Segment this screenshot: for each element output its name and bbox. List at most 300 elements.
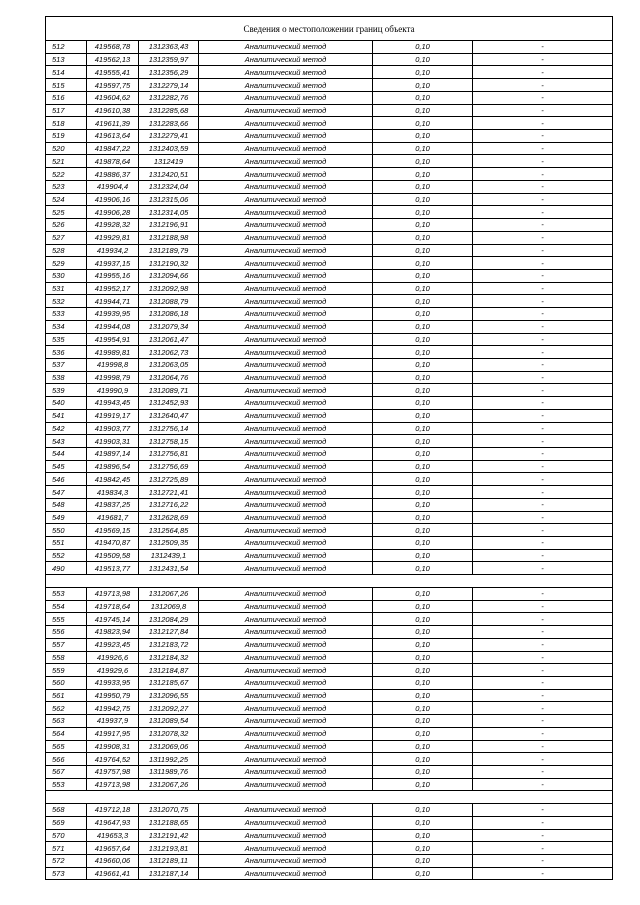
table-row <box>46 842 613 855</box>
y-coordinate: 1312193,81 <box>139 842 199 855</box>
accuracy-cell: 0,10 <box>373 346 473 359</box>
table-row <box>46 295 613 308</box>
table-row <box>46 664 613 677</box>
method-cell: Аналитический метод <box>199 804 373 817</box>
method-cell: Аналитический метод <box>199 397 373 410</box>
description-cell: - <box>473 193 613 206</box>
y-coordinate: 1312189,79 <box>139 244 199 257</box>
method-cell: Аналитический метод <box>199 257 373 270</box>
table-row <box>46 244 613 257</box>
accuracy-cell: 0,10 <box>373 855 473 868</box>
accuracy-cell: 0,10 <box>373 638 473 651</box>
table-row <box>46 727 613 740</box>
x-coordinate: 419989,81 <box>87 346 139 359</box>
point-number: 566 <box>46 753 87 766</box>
table-row <box>46 117 613 130</box>
y-coordinate: 1312359,97 <box>139 53 199 66</box>
accuracy-cell: 0,10 <box>373 829 473 842</box>
method-cell: Аналитический метод <box>199 676 373 689</box>
y-coordinate: 1312127,84 <box>139 626 199 639</box>
accuracy-cell: 0,10 <box>373 333 473 346</box>
method-cell: Аналитический метод <box>199 778 373 791</box>
method-cell: Аналитический метод <box>199 715 373 728</box>
description-cell: - <box>473 282 613 295</box>
point-number: 554 <box>46 600 87 613</box>
method-cell: Аналитический метод <box>199 269 373 282</box>
y-coordinate: 1312756,81 <box>139 448 199 461</box>
description-cell: - <box>473 422 613 435</box>
description-cell: - <box>473 384 613 397</box>
point-number: 558 <box>46 651 87 664</box>
x-coordinate: 419823,94 <box>87 626 139 639</box>
method-cell: Аналитический метод <box>199 613 373 626</box>
accuracy-cell: 0,10 <box>373 257 473 270</box>
method-cell: Аналитический метод <box>199 867 373 880</box>
method-cell: Аналитический метод <box>199 333 373 346</box>
x-coordinate: 419928,32 <box>87 219 139 232</box>
point-number: 563 <box>46 715 87 728</box>
point-number: 520 <box>46 142 87 155</box>
x-coordinate: 419990,9 <box>87 384 139 397</box>
y-coordinate: 1312189,11 <box>139 855 199 868</box>
table-row <box>46 371 613 384</box>
description-cell: - <box>473 498 613 511</box>
x-coordinate: 419897,14 <box>87 448 139 461</box>
method-cell: Аналитический метод <box>199 435 373 448</box>
point-number: 536 <box>46 346 87 359</box>
description-cell: - <box>473 257 613 270</box>
method-cell: Аналитический метод <box>199 219 373 232</box>
table-row <box>46 549 613 562</box>
description-cell: - <box>473 778 613 791</box>
table-row <box>46 855 613 868</box>
accuracy-cell: 0,10 <box>373 422 473 435</box>
description-cell: - <box>473 740 613 753</box>
method-cell: Аналитический метод <box>199 486 373 499</box>
description-cell: - <box>473 104 613 117</box>
boundary-sheet <box>45 16 612 880</box>
point-number: 525 <box>46 206 87 219</box>
x-coordinate: 419713,98 <box>87 587 139 600</box>
description-cell: - <box>473 397 613 410</box>
x-coordinate: 419470,87 <box>87 537 139 550</box>
table-row <box>46 537 613 550</box>
method-cell: Аналитический метод <box>199 702 373 715</box>
table-row <box>46 867 613 880</box>
y-coordinate: 1312356,29 <box>139 66 199 79</box>
accuracy-cell: 0,10 <box>373 715 473 728</box>
method-cell: Аналитический метод <box>199 308 373 321</box>
y-coordinate: 1312096,55 <box>139 689 199 702</box>
y-coordinate: 1312725,89 <box>139 473 199 486</box>
y-coordinate: 1312420,51 <box>139 168 199 181</box>
y-coordinate: 1312067,26 <box>139 587 199 600</box>
y-coordinate: 1312279,14 <box>139 79 199 92</box>
x-coordinate: 419837,25 <box>87 498 139 511</box>
method-cell: Аналитический метод <box>199 371 373 384</box>
accuracy-cell: 0,10 <box>373 384 473 397</box>
method-cell: Аналитический метод <box>199 358 373 371</box>
accuracy-cell: 0,10 <box>373 740 473 753</box>
accuracy-cell: 0,10 <box>373 486 473 499</box>
description-cell: - <box>473 269 613 282</box>
x-coordinate: 419509,58 <box>87 549 139 562</box>
accuracy-cell: 0,10 <box>373 206 473 219</box>
description-cell: - <box>473 180 613 193</box>
table-row <box>46 473 613 486</box>
y-coordinate: 1312183,72 <box>139 638 199 651</box>
table-row <box>46 219 613 232</box>
point-number: 556 <box>46 626 87 639</box>
y-coordinate: 1312403,59 <box>139 142 199 155</box>
description-cell: - <box>473 117 613 130</box>
table-row <box>46 53 613 66</box>
description-cell: - <box>473 435 613 448</box>
description-cell: - <box>473 587 613 600</box>
description-cell: - <box>473 702 613 715</box>
method-cell: Аналитический метод <box>199 816 373 829</box>
accuracy-cell: 0,10 <box>373 435 473 448</box>
description-cell: - <box>473 842 613 855</box>
table-row <box>46 206 613 219</box>
description-cell: - <box>473 358 613 371</box>
x-coordinate: 419943,45 <box>87 397 139 410</box>
description-cell: - <box>473 855 613 868</box>
point-number: 523 <box>46 180 87 193</box>
description-cell: - <box>473 816 613 829</box>
point-number: 553 <box>46 778 87 791</box>
point-number: 546 <box>46 473 87 486</box>
table-row <box>46 269 613 282</box>
description-cell: - <box>473 486 613 499</box>
point-number: 539 <box>46 384 87 397</box>
point-number: 516 <box>46 91 87 104</box>
y-coordinate: 1312439,1 <box>139 549 199 562</box>
x-coordinate: 419513,77 <box>87 562 139 575</box>
description-cell: - <box>473 460 613 473</box>
description-cell: - <box>473 295 613 308</box>
point-number: 540 <box>46 397 87 410</box>
accuracy-cell: 0,10 <box>373 702 473 715</box>
point-number: 564 <box>46 727 87 740</box>
method-cell: Аналитический метод <box>199 409 373 422</box>
point-number: 490 <box>46 562 87 575</box>
method-cell: Аналитический метод <box>199 511 373 524</box>
method-cell: Аналитический метод <box>199 638 373 651</box>
method-cell: Аналитический метод <box>199 41 373 54</box>
description-cell: - <box>473 511 613 524</box>
x-coordinate: 419757,98 <box>87 765 139 778</box>
table-row <box>46 409 613 422</box>
accuracy-cell: 0,10 <box>373 168 473 181</box>
accuracy-cell: 0,10 <box>373 231 473 244</box>
accuracy-cell: 0,10 <box>373 689 473 702</box>
method-cell: Аналитический метод <box>199 842 373 855</box>
y-coordinate: 1312640,47 <box>139 409 199 422</box>
accuracy-cell: 0,10 <box>373 79 473 92</box>
point-number: 515 <box>46 79 87 92</box>
method-cell: Аналитический метод <box>199 727 373 740</box>
accuracy-cell: 0,10 <box>373 727 473 740</box>
x-coordinate: 419745,14 <box>87 613 139 626</box>
point-number: 537 <box>46 358 87 371</box>
y-coordinate: 1312431,54 <box>139 562 199 575</box>
x-coordinate: 419661,41 <box>87 867 139 880</box>
accuracy-cell: 0,10 <box>373 804 473 817</box>
accuracy-cell: 0,10 <box>373 269 473 282</box>
table-row <box>46 333 613 346</box>
y-coordinate: 1311989,76 <box>139 765 199 778</box>
table-row <box>46 193 613 206</box>
table-row <box>46 753 613 766</box>
y-coordinate: 1312064,76 <box>139 371 199 384</box>
accuracy-cell: 0,10 <box>373 142 473 155</box>
point-number: 526 <box>46 219 87 232</box>
table-row <box>46 104 613 117</box>
description-cell: - <box>473 829 613 842</box>
point-number: 518 <box>46 117 87 130</box>
y-coordinate: 1312061,47 <box>139 333 199 346</box>
description-cell: - <box>473 371 613 384</box>
description-cell: - <box>473 689 613 702</box>
x-coordinate: 419896,54 <box>87 460 139 473</box>
point-number: 549 <box>46 511 87 524</box>
method-cell: Аналитический метод <box>199 498 373 511</box>
point-number: 559 <box>46 664 87 677</box>
table-row <box>46 422 613 435</box>
table-row <box>46 829 613 842</box>
description-cell: - <box>473 600 613 613</box>
x-coordinate: 419660,06 <box>87 855 139 868</box>
table-row <box>46 676 613 689</box>
x-coordinate: 419611,39 <box>87 117 139 130</box>
y-coordinate: 1312089,71 <box>139 384 199 397</box>
point-number: 560 <box>46 676 87 689</box>
point-number: 570 <box>46 829 87 842</box>
description-cell: - <box>473 867 613 880</box>
y-coordinate: 1312191,42 <box>139 829 199 842</box>
x-coordinate: 419713,98 <box>87 778 139 791</box>
x-coordinate: 419908,31 <box>87 740 139 753</box>
method-cell: Аналитический метод <box>199 244 373 257</box>
method-cell: Аналитический метод <box>199 855 373 868</box>
point-number: 550 <box>46 524 87 537</box>
x-coordinate: 419604,62 <box>87 91 139 104</box>
table-row <box>46 638 613 651</box>
point-number: 524 <box>46 193 87 206</box>
point-number: 522 <box>46 168 87 181</box>
description-cell: - <box>473 473 613 486</box>
method-cell: Аналитический метод <box>199 180 373 193</box>
method-cell: Аналитический метод <box>199 422 373 435</box>
y-coordinate: 1312094,66 <box>139 269 199 282</box>
y-coordinate: 1311992,25 <box>139 753 199 766</box>
table-row <box>46 778 613 791</box>
accuracy-cell: 0,10 <box>373 308 473 321</box>
description-cell: - <box>473 638 613 651</box>
description-cell: - <box>473 346 613 359</box>
accuracy-cell: 0,10 <box>373 320 473 333</box>
accuracy-cell: 0,10 <box>373 651 473 664</box>
description-cell: - <box>473 613 613 626</box>
point-number: 544 <box>46 448 87 461</box>
point-number: 569 <box>46 816 87 829</box>
description-cell: - <box>473 626 613 639</box>
point-number: 529 <box>46 257 87 270</box>
y-coordinate: 1312188,65 <box>139 816 199 829</box>
accuracy-cell: 0,10 <box>373 244 473 257</box>
accuracy-cell: 0,10 <box>373 765 473 778</box>
table-row <box>46 626 613 639</box>
x-coordinate: 419842,45 <box>87 473 139 486</box>
description-cell: - <box>473 219 613 232</box>
y-coordinate: 1312509,35 <box>139 537 199 550</box>
accuracy-cell: 0,10 <box>373 842 473 855</box>
x-coordinate: 419610,38 <box>87 104 139 117</box>
table-row <box>46 765 613 778</box>
y-coordinate: 1312756,69 <box>139 460 199 473</box>
method-cell: Аналитический метод <box>199 117 373 130</box>
x-coordinate: 419919,17 <box>87 409 139 422</box>
description-cell: - <box>473 79 613 92</box>
method-cell: Аналитический метод <box>199 66 373 79</box>
y-coordinate: 1312063,05 <box>139 358 199 371</box>
y-coordinate: 1312084,29 <box>139 613 199 626</box>
x-coordinate: 419657,64 <box>87 842 139 855</box>
method-cell: Аналитический метод <box>199 600 373 613</box>
x-coordinate: 419903,77 <box>87 422 139 435</box>
table-row <box>46 816 613 829</box>
accuracy-cell: 0,10 <box>373 778 473 791</box>
y-coordinate: 1312188,98 <box>139 231 199 244</box>
x-coordinate: 419950,79 <box>87 689 139 702</box>
method-cell: Аналитический метод <box>199 765 373 778</box>
point-number: 568 <box>46 804 87 817</box>
table-row <box>46 613 613 626</box>
point-number: 561 <box>46 689 87 702</box>
point-number: 557 <box>46 638 87 651</box>
accuracy-cell: 0,10 <box>373 409 473 422</box>
title-row <box>46 17 613 41</box>
method-cell: Аналитический метод <box>199 689 373 702</box>
table-row <box>46 689 613 702</box>
y-coordinate: 1312184,32 <box>139 651 199 664</box>
method-cell: Аналитический метод <box>199 753 373 766</box>
method-cell: Аналитический метод <box>199 130 373 143</box>
description-cell: - <box>473 206 613 219</box>
y-coordinate: 1312758,15 <box>139 435 199 448</box>
point-number: 532 <box>46 295 87 308</box>
table-row <box>46 168 613 181</box>
description-cell: - <box>473 715 613 728</box>
table-row <box>46 358 613 371</box>
method-cell: Аналитический метод <box>199 664 373 677</box>
x-coordinate: 419569,15 <box>87 524 139 537</box>
method-cell: Аналитический метод <box>199 587 373 600</box>
description-cell: - <box>473 537 613 550</box>
method-cell: Аналитический метод <box>199 562 373 575</box>
x-coordinate: 419653,3 <box>87 829 139 842</box>
y-coordinate: 1312067,26 <box>139 778 199 791</box>
method-cell: Аналитический метод <box>199 448 373 461</box>
table-row <box>46 91 613 104</box>
method-cell: Аналитический метод <box>199 460 373 473</box>
accuracy-cell: 0,10 <box>373 537 473 550</box>
y-coordinate: 1312721,41 <box>139 486 199 499</box>
y-coordinate: 1312283,66 <box>139 117 199 130</box>
method-cell: Аналитический метод <box>199 193 373 206</box>
point-number: 517 <box>46 104 87 117</box>
x-coordinate: 419712,18 <box>87 804 139 817</box>
x-coordinate: 419597,75 <box>87 79 139 92</box>
table-row <box>46 524 613 537</box>
method-cell: Аналитический метод <box>199 168 373 181</box>
x-coordinate: 419944,08 <box>87 320 139 333</box>
point-number: 562 <box>46 702 87 715</box>
y-coordinate: 1312069,8 <box>139 600 199 613</box>
y-coordinate: 1312279,41 <box>139 130 199 143</box>
method-cell: Аналитический метод <box>199 829 373 842</box>
x-coordinate: 419933,95 <box>87 676 139 689</box>
x-coordinate: 419681,7 <box>87 511 139 524</box>
accuracy-cell: 0,10 <box>373 587 473 600</box>
table-row <box>46 651 613 664</box>
accuracy-cell: 0,10 <box>373 549 473 562</box>
table-row <box>46 397 613 410</box>
point-number: 514 <box>46 66 87 79</box>
accuracy-cell: 0,10 <box>373 753 473 766</box>
y-coordinate: 1312716,22 <box>139 498 199 511</box>
x-coordinate: 419834,3 <box>87 486 139 499</box>
x-coordinate: 419878,64 <box>87 155 139 168</box>
accuracy-cell: 0,10 <box>373 155 473 168</box>
description-cell: - <box>473 727 613 740</box>
y-coordinate: 1312190,32 <box>139 257 199 270</box>
point-number: 548 <box>46 498 87 511</box>
description-cell: - <box>473 664 613 677</box>
accuracy-cell: 0,10 <box>373 91 473 104</box>
point-number: 551 <box>46 537 87 550</box>
point-number: 530 <box>46 269 87 282</box>
accuracy-cell: 0,10 <box>373 41 473 54</box>
description-cell: - <box>473 549 613 562</box>
y-coordinate: 1312756,14 <box>139 422 199 435</box>
point-number: 512 <box>46 41 87 54</box>
description-cell: - <box>473 231 613 244</box>
accuracy-cell: 0,10 <box>373 613 473 626</box>
accuracy-cell: 0,10 <box>373 626 473 639</box>
point-number: 528 <box>46 244 87 257</box>
description-cell: - <box>473 142 613 155</box>
x-coordinate: 419906,16 <box>87 193 139 206</box>
y-coordinate: 1312088,79 <box>139 295 199 308</box>
point-number: 538 <box>46 371 87 384</box>
table-row <box>46 180 613 193</box>
description-cell: - <box>473 448 613 461</box>
x-coordinate: 419998,8 <box>87 358 139 371</box>
description-cell: - <box>473 320 613 333</box>
point-number: 535 <box>46 333 87 346</box>
description-cell: - <box>473 676 613 689</box>
accuracy-cell: 0,10 <box>373 117 473 130</box>
y-coordinate: 1312324,04 <box>139 180 199 193</box>
table-row <box>46 498 613 511</box>
point-number: 565 <box>46 740 87 753</box>
x-coordinate: 419942,75 <box>87 702 139 715</box>
x-coordinate: 419906,28 <box>87 206 139 219</box>
y-coordinate: 1312285,68 <box>139 104 199 117</box>
method-cell: Аналитический метод <box>199 473 373 486</box>
